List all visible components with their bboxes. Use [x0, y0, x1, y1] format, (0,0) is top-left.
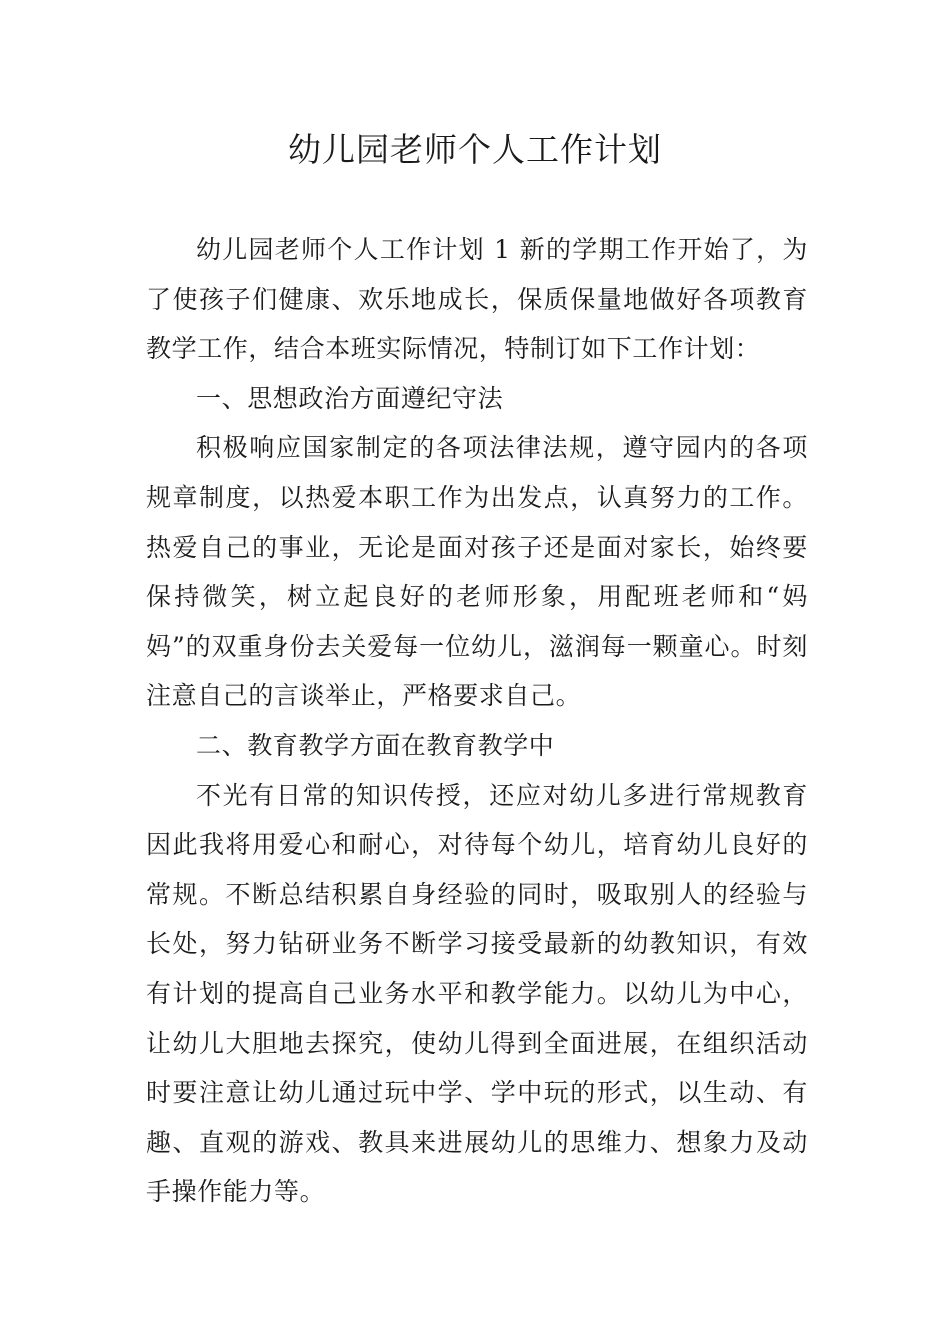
section-paragraph-1: 积极响应国家制定的各项法律法规，遵守园内的各项规章制度，以热爱本职工作为出发点，认真努力的工作。热爱自己的事业，无论是面对孩子还是面对家长，始终要保持微笑，树立起良好的老师形象，用配班老师和“妈妈”的双重身份去关爱每一位幼儿，滋润每一颗童心。时刻注意自己的言谈举止，严格要求自己。	[146, 433, 808, 711]
document-title: 幼儿园老师个人工作计划	[288, 130, 662, 169]
intro-paragraph: 幼儿园老师个人工作计划 1 新的学期工作开始了，为了使孩子们健康、欢乐地成长，保质保量地做好各项教育教学工作，结合本班实际情况，特制订如下工作计划：	[146, 235, 808, 364]
section-heading-2: 二、教育教学方面在教育教学中	[196, 730, 555, 760]
section-paragraph-2: 不光有日常的知识传授，还应对幼儿多进行常规教育因此我将用爱心和耐心，对待每个幼儿，培育幼儿良好的常规。不断总结积累自身经验的同时，吸取别人的经验与长处，努力钻研业务不断学习接受最新的幼教知识，有效有计划的提高自己业务水平和教学能力。以幼儿为中心，让幼儿大胆地去探究，使幼儿得到全面进展，在组织活动时要注意让幼儿通过玩中学、学中玩的形式，以生动、有趣、直观的游戏、教具来进展幼儿的思维力、想象力及动手操作能力等。	[146, 780, 808, 1207]
section-heading-1: 一、思想政治方面遵纪守法	[196, 383, 504, 413]
document-body	[146, 225, 808, 1217]
